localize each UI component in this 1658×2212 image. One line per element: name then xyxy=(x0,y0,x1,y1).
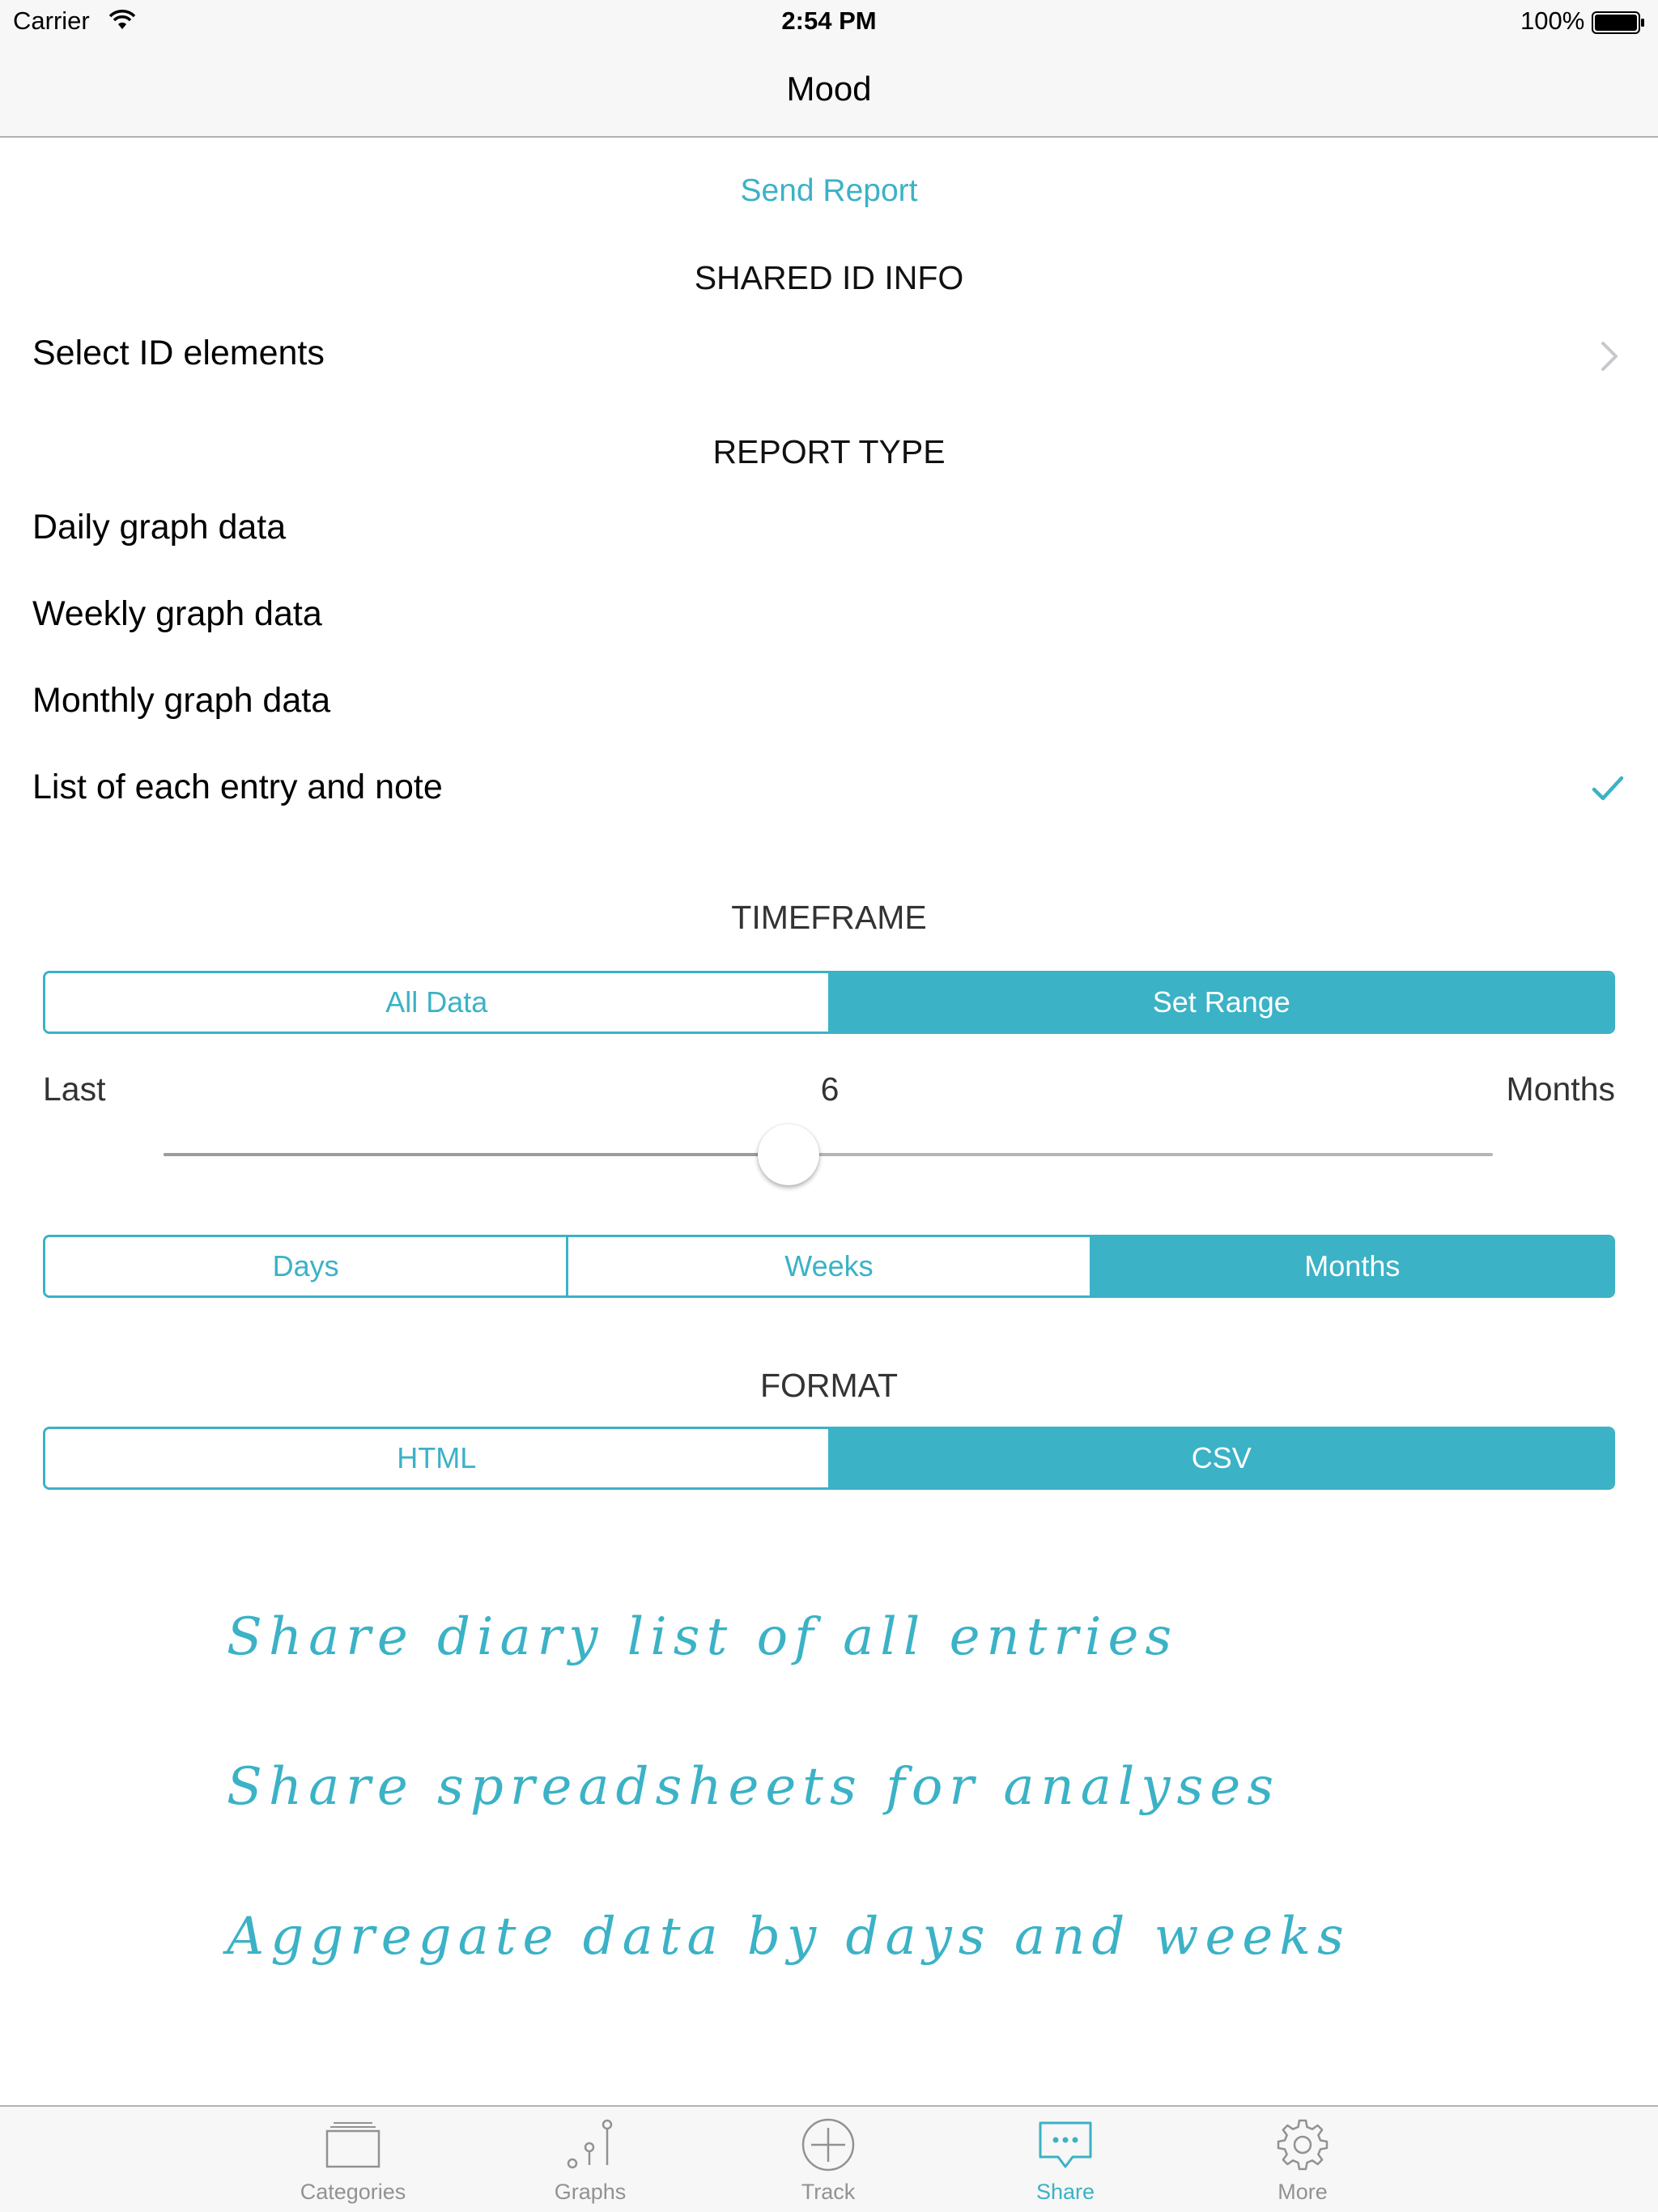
tab-categories[interactable] xyxy=(280,2105,426,2212)
range-slider-thumb[interactable] xyxy=(758,1124,819,1185)
status-time: 2:54 PM xyxy=(781,6,877,35)
track-plus-icon xyxy=(800,2116,857,2173)
report-option-daily[interactable] xyxy=(0,490,1658,568)
segment-html[interactable]: HTML xyxy=(45,1429,828,1487)
carrier-label: Carrier xyxy=(13,6,90,35)
tab-graphs[interactable] xyxy=(517,2105,663,2212)
range-unit-label: Months xyxy=(1506,1070,1615,1108)
shared-id-header: SHARED ID INFO xyxy=(694,259,964,296)
report-option-list-entries[interactable] xyxy=(0,750,1658,827)
promo-line-1: Share diary list of all entries xyxy=(227,1607,1179,1667)
tab-label: Categories xyxy=(300,2180,406,2204)
promo-line-3: Aggregate data by days and weeks xyxy=(227,1907,1350,1967)
tab-share[interactable] xyxy=(993,2105,1138,2212)
send-report-button[interactable]: Send Report xyxy=(740,173,918,208)
range-value-label: 6 xyxy=(820,1070,840,1108)
battery-icon xyxy=(1592,11,1645,34)
report-option-monthly[interactable] xyxy=(0,663,1658,741)
report-option-label: Monthly graph data xyxy=(32,681,331,720)
status-bar xyxy=(0,0,1658,45)
gear-icon xyxy=(1274,2116,1331,2173)
report-option-label: List of each entry and note xyxy=(32,768,443,806)
select-id-elements-row[interactable] xyxy=(0,316,1658,397)
segment-csv[interactable]: CSV xyxy=(828,1429,1613,1487)
graphs-icon xyxy=(562,2116,619,2173)
range-slider-fill xyxy=(164,1153,789,1156)
tab-label: More xyxy=(1278,2180,1328,2204)
report-option-label: Weekly graph data xyxy=(32,594,322,633)
timeframe-mode-segmented-control xyxy=(43,971,1615,1034)
promo-line-2: Share spreadsheets for analyses xyxy=(227,1757,1281,1817)
tab-more[interactable] xyxy=(1230,2105,1375,2212)
battery-percent: 100% xyxy=(1520,6,1585,35)
tab-label: Track xyxy=(801,2180,856,2204)
segment-days[interactable]: Days xyxy=(45,1237,566,1295)
segment-set-range[interactable]: Set Range xyxy=(828,973,1613,1032)
tab-label: Graphs xyxy=(554,2180,627,2204)
page-title: Mood xyxy=(786,70,872,108)
range-prefix-label: Last xyxy=(43,1070,106,1108)
tab-track[interactable] xyxy=(755,2105,901,2212)
share-chat-icon xyxy=(1037,2116,1094,2173)
select-id-elements-label: Select ID elements xyxy=(32,334,325,372)
categories-icon xyxy=(325,2116,381,2173)
timeframe-header: TIMEFRAME xyxy=(731,899,927,936)
checkmark-icon xyxy=(1592,775,1624,802)
segment-weeks[interactable]: Weeks xyxy=(566,1237,1089,1295)
report-option-label: Daily graph data xyxy=(32,508,287,547)
segment-all-data[interactable]: All Data xyxy=(45,973,828,1032)
tab-label: Share xyxy=(1035,2180,1095,2204)
segment-months[interactable]: Months xyxy=(1090,1237,1613,1295)
navigation-bar xyxy=(0,45,1658,138)
timeframe-unit-segmented-control xyxy=(43,1235,1615,1298)
report-option-weekly[interactable] xyxy=(0,576,1658,654)
report-type-header: REPORT TYPE xyxy=(712,433,946,470)
chevron-right-icon xyxy=(1600,340,1619,372)
format-header: FORMAT xyxy=(759,1367,899,1404)
format-segmented-control xyxy=(43,1427,1615,1490)
